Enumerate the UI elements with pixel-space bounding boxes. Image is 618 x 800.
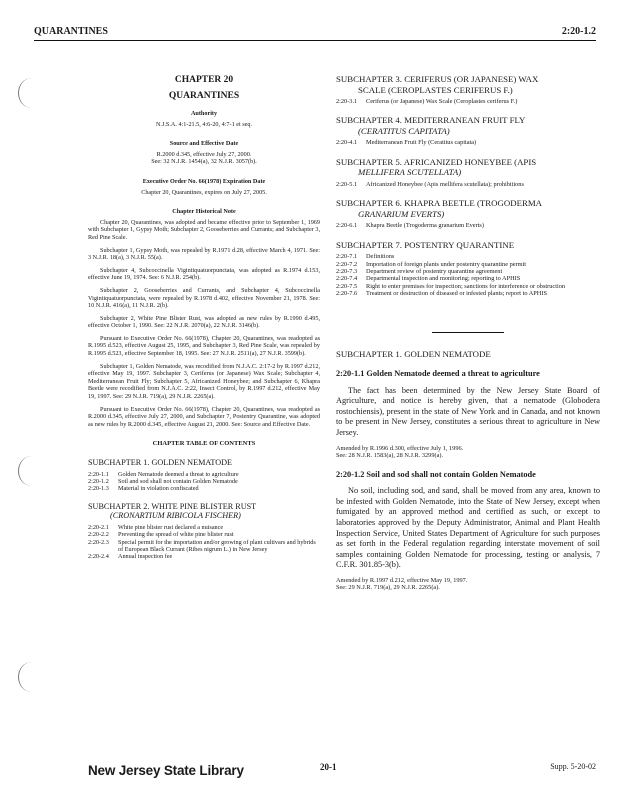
toc-entry (88, 539, 320, 554)
toc-entry-title: Golden Nematode deemed a threat to agriculture (118, 470, 239, 478)
punch-hole-mark (18, 662, 45, 692)
toc-entry-title: Right to enter premises for inspection; sanctions for interference or obstruction (366, 282, 565, 290)
toc-entry-title: Preventing the spread of white pine blister rust (118, 531, 234, 539)
toc-entry (88, 471, 320, 478)
toc-subchapter-title-line: (CRONARTIUM RIBICOLA FISCHER) (110, 511, 241, 521)
page-footer (88, 760, 596, 782)
toc-subchapter-title (336, 115, 600, 136)
toc-entry-number: 2:20-4.1 (336, 139, 358, 147)
amendment-line: Amended by R.1996 d.300, effective July 1, 1996. (336, 444, 464, 452)
toc-entry-title: Africanized Honeybee (Apis mellifera scutellata); prohibitions (366, 180, 524, 188)
toc-entry (336, 139, 600, 146)
library-watermark: New Jersey State Library (88, 763, 244, 778)
toc-entry-number: 2:20-2.2 (88, 531, 109, 539)
toc-subchapter-title-line: GRANARIUM EVERTS) (358, 208, 445, 219)
toc-subchapter-title-line: SCALE (CEROPLASTES CERIFERUS F.) (358, 84, 513, 95)
toc-entry-number: 2:20-7.4 (336, 275, 358, 283)
source-line: R.2000 d.345, effective July 27, 2000. (156, 150, 252, 158)
toc-entry-number: 2:20-3.1 (336, 98, 358, 105)
toc-subchapter-title (336, 198, 600, 219)
toc-entry-number: 2:20-2.3 (88, 538, 109, 546)
source-heading: Source and Effective Date (169, 140, 239, 148)
toc-entry (336, 275, 600, 282)
toc-entry-title: Special permit for the importation and/or growing of plant cultivars and hybrids of European Black Currant (Ribes nigrum L.) in New Jersey (118, 538, 316, 553)
toc-entry-title: Khapra Beetle (Trogoderma granarium Everts) (366, 222, 484, 230)
amendment-line: See: 28 N.J.R. 1583(a), 28 N.J.R. 3299(a). (336, 452, 444, 460)
toc-entry (336, 261, 600, 268)
toc-entry-number: 2:20-7.5 (336, 282, 358, 290)
history-paragraph: Pursuant to Executive Order No. 66(1978), Chapter 20, Quarantines, was readopted as R.2000 d.345, effective July 27, 2000, and Subchapter 7, Postentry Quarantine, was adopted as new rules by R.2000 d.345, effective August 21, 2000. See: Source and Effective Date. (88, 405, 320, 428)
toc-entry-title: Importation of foreign plants under postentry quarantine permit (366, 260, 527, 268)
toc-entry-number: 2:20-7.2 (336, 260, 358, 268)
toc-entry (336, 98, 600, 105)
history-paragraph: Chapter 20, Quarantines, was adopted and became effective prior to September 1, 1969 with Subchapter 1, Gypsy Moth; Subchapter 2, Gooseberries and Currants; and Subchapter 3, Red Pine Scale. (88, 218, 320, 241)
toc-subchapter-title: SUBCHAPTER 7. POSTENTRY QUARANTINE (336, 239, 515, 250)
toc-entry-number: 2:20-5.1 (336, 180, 358, 188)
toc-entry-number: 2:20-1.2 (88, 477, 109, 485)
toc-entry (88, 524, 320, 531)
toc-entry-title: Mediterranean Fruit Fly (Ceratitus capitata) (366, 139, 477, 147)
toc-entry-title: Department review of postentry quarantine agreement (366, 267, 503, 275)
right-column (336, 74, 600, 602)
section-divider (432, 332, 504, 333)
toc-entry-title: White pine blister rust declared a nuisance (118, 523, 224, 531)
toc-subchapter-title (336, 74, 600, 95)
toc-entry (336, 222, 600, 229)
punch-hole-mark (18, 78, 45, 108)
history-paragraph: Subchapter 1, Gypsy Moth, was repealed by R.1971 d.28, effective March 4, 1971. See: 3 N.J.R. 18(a), 3 N.J.R. 55(a). (88, 246, 320, 262)
authority-text: N.J.S.A. 4:1-21.5, 4:6-20, 4:7-1 et seq. (155, 120, 253, 128)
history-heading: Chapter Historical Note (172, 208, 236, 216)
toc-entry-number: 2:20-6.1 (336, 222, 358, 230)
toc-entry-number: 2:20-2.4 (88, 553, 109, 561)
toc-entry (88, 553, 320, 560)
toc-entry-title: Departmental inspection and monitoring; reporting to APHIS (366, 275, 521, 283)
toc-subchapter-title: SUBCHAPTER 1. GOLDEN NEMATODE (88, 458, 233, 467)
amendment-line: Amended by R.1997 d.212, effective May 19, 1997. (336, 576, 468, 584)
supplement-date: Supp. 5-20-02 (550, 762, 596, 771)
toc-entry-number: 2:20-7.1 (336, 253, 358, 261)
toc-entry (88, 485, 320, 492)
page-number: 20-1 (320, 762, 337, 772)
section-heading: 2:20-1.2 Soil and sod shall not contain Golden Nematode (336, 469, 536, 479)
toc-subchapter-title-line: SUBCHAPTER 2. WHITE PINE BLISTER RUST (88, 501, 257, 511)
toc-entry (336, 283, 600, 290)
history-paragraph: Pursuant to Executive Order No. 66(1978), Chapter 20, Quarantines, was readopted as R.1995 d.523, effective August 25, 1995, and Subchapter 3, Red Pine Scale, was repealed by R.1995 d.523, effective September 18, 1995. See: 27 N.J.R. 2511(a), 27 N.J.R. 3599(b). (88, 334, 320, 358)
amendment-note (336, 577, 600, 592)
toc-entry-title: Material in violation confiscated (118, 485, 199, 493)
punch-hole-mark (18, 456, 45, 486)
toc-subchapter-title-line: SUBCHAPTER 5. AFRICANIZED HONEYBEE (APIS (336, 156, 537, 167)
source-line: See: 32 N.J.R. 1454(a), 32 N.J.R. 3057(b). (151, 158, 257, 166)
authority-heading: Authority (190, 110, 218, 117)
toc-entry-title: Treatment or destruction of diseased or infested plants; report to APHIS (366, 290, 547, 298)
expiration-heading: Executive Order No. 66(1978) Expiration Date (142, 177, 266, 185)
amendment-line: See: 29 N.J.R. 719(a), 29 N.J.R. 2265(a). (336, 584, 440, 592)
toc-entry (88, 531, 320, 538)
history-paragraph: Subchapter 2, Gooseberries and Currants, and Subchapter 4, Subcoccinella Vigintiquatuorpunctata, were repealed by R.1978 d.402, effective November 21, 1978. See: 10 N.J.R. 416(a), 11 N.J.R. 2(b). (88, 286, 320, 310)
toc-subchapter-title-line: SUBCHAPTER 3. CERIFERUS (OR JAPANESE) WAX (336, 74, 539, 84)
chapter-number: CHAPTER 20 (174, 75, 234, 85)
toc-entry-number: 2:20-1.3 (88, 485, 109, 493)
header-title: QUARANTINES (34, 26, 108, 37)
toc-entry (336, 268, 600, 275)
toc-entry-title: Definitions (366, 253, 395, 261)
toc-entry (336, 290, 600, 297)
toc-subchapter-title-line: MELLIFERA SCUTELLATA) (358, 167, 462, 178)
header-section-range: 2:20-1.2 (561, 26, 596, 37)
history-paragraph: Subchapter 1, Golden Nematode, was recodified from N.J.A.C. 2:17-2 by R.1997 d.212, effective May 19, 1997. Subchapter 3, Ceriferus (or Japanese) Wax Scale; Subchapter 4, Mediterranean Fruit Fly; Subchapter 5, Africanized Honeybee; and Subchapter 6, Khapra Beetle were recodified from N.J.A.C. 2:22, Insect Control, by R.1997 d.212, effective May 19, 1997. See: 29 N.J.R. 719(a), 29 N.J.R. 2265(a). (88, 362, 320, 401)
amendment-note (336, 445, 600, 460)
toc-entry-title: Soil and sod shall not contain Golden Nematode (118, 477, 238, 485)
toc-subchapter-title (88, 502, 320, 521)
toc-entry (336, 253, 600, 260)
toc-entry (336, 181, 600, 188)
toc-subchapter-title-line: SUBCHAPTER 6. KHAPRA BEETLE (TROGODERMA (336, 198, 543, 209)
running-header (34, 26, 596, 41)
toc-entry-number: 2:20-2.1 (88, 523, 109, 531)
history-paragraph: Subchapter 4, Subcoccinella Vigintiquatuorpunctata, was adopted as R.1974 d.153, effective June 19, 1974. See: 6 N.J.R. 254(b). (88, 266, 320, 282)
section-heading: 2:20-1.1 Golden Nematode deemed a threat to agriculture (336, 369, 540, 379)
toc-heading: CHAPTER TABLE OF CONTENTS (152, 440, 256, 448)
toc-entry-number: 2:20-7.3 (336, 267, 358, 275)
history-paragraph: Subchapter 2, White Pine Blister Rust, was adopted as new rules by R.1990 d.495, effective October 1, 1990. See: 22 N.J.R. 2070(a), 22 N.J.R. 3146(b). (88, 314, 320, 330)
subchapter-title: SUBCHAPTER 1. GOLDEN NEMATODE (336, 348, 491, 359)
toc-entry (88, 478, 320, 485)
toc-subchapter-title (336, 157, 600, 178)
section-body: The fact has been determined by the New Jersey State Board of Agriculture, and notice is hereby given, that a nematode (Globodera rostochiensis), present in the state of New York and in Canada, and not known to be present in New Jersey, constitutes a serious threat to agriculture in New Jersey. (336, 385, 600, 438)
toc-entry-title: Annual inspection fee (118, 553, 173, 561)
section-body: No soil, including sod, and sand, shall be moved from any area, known to be infested with Golden Nematode, into the State of New Jersey, except when fumigated by an approved method and certified as such, or except to laboratories approved by the Deputy Administrator, Animal and Plant Health Inspection Service, United States Department of Agriculture for such purposes as set forth in the Federal regulation regarding interstate movement of soil samples containing Golden Nematode for processing, testing or analysis, 7 C.F.R. 301.85-3(b). (336, 486, 600, 570)
toc-entry-number: 2:20-1.1 (88, 470, 109, 478)
expiration-text: Chapter 20, Quarantines, expires on July 27, 2005. (141, 188, 267, 196)
toc-subchapter-title-line: (CERATITUS CAPITATA) (358, 125, 450, 136)
toc-entry-title: Ceriferus (or Japanese) Wax Scale (Ceroplastes ceriferus F.) (366, 98, 518, 105)
chapter-title: QUARANTINES (168, 91, 240, 101)
toc-subchapter-title-line: SUBCHAPTER 4. MEDITERRANEAN FRUIT FLY (336, 115, 526, 126)
toc-entry-number: 2:20-7.6 (336, 290, 358, 298)
left-column (88, 74, 320, 561)
